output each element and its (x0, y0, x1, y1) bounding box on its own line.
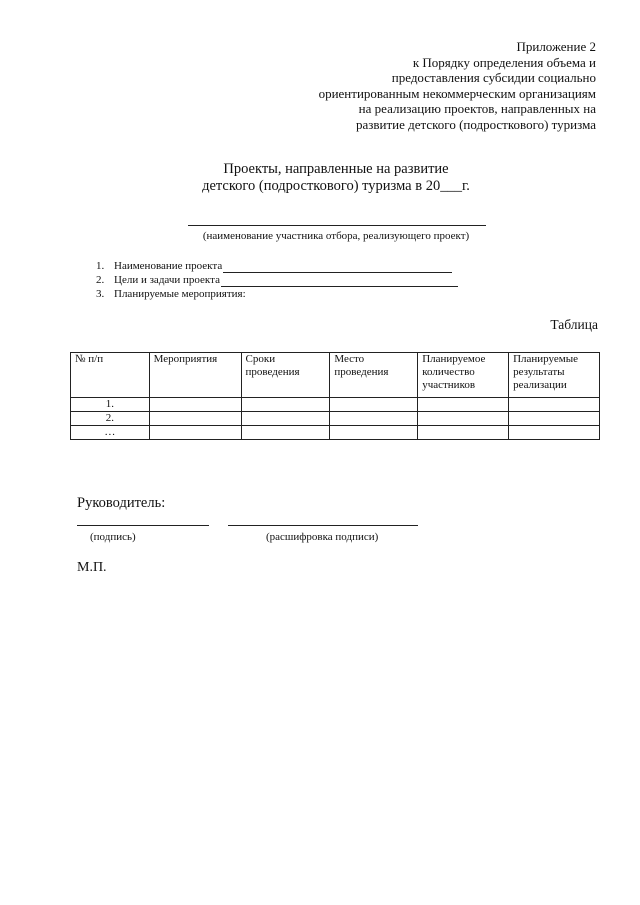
org-name-blank-line (188, 212, 486, 226)
table-header-row (71, 353, 600, 398)
table-cell (418, 398, 509, 412)
signature-blank-line (77, 515, 209, 526)
table-cell (241, 412, 330, 426)
title-line-2: детского (подросткового) туризма в 20___г. (202, 178, 470, 194)
document-title (0, 161, 640, 195)
title-line-1: Проекты, направленные на развитие (223, 161, 449, 177)
head-label: Руководитель: (77, 495, 166, 511)
list-item-number: 2. (96, 274, 105, 286)
list-item-label: Цели и задачи проекта (114, 274, 220, 286)
list-item (96, 287, 458, 301)
header-line: к Порядку определения объема и (412, 54, 596, 70)
table-cell (509, 426, 600, 440)
header-line: развитие детского (подросткового) туризма (356, 116, 596, 132)
project-name-blank-line (223, 262, 452, 273)
table-cell (509, 398, 600, 412)
column-header: Мероприятия (149, 353, 241, 398)
list-item-number: 3. (96, 288, 105, 300)
stamp-placeholder: М.П. (77, 560, 107, 575)
table-cell (330, 398, 418, 412)
table-row (71, 412, 600, 426)
table-cell (509, 412, 600, 426)
list-item (96, 259, 458, 273)
signature-caption: (подпись) (90, 531, 136, 543)
list-item-label: Планируемые мероприятия: (114, 288, 246, 300)
header-line: ориентированным некоммерческим организациям (318, 85, 596, 101)
table-row (71, 426, 600, 440)
table-cell (149, 426, 241, 440)
table-row (71, 398, 600, 412)
header-line: предоставления субсидии социально (391, 70, 596, 86)
column-header: Планируемое количество участников (418, 353, 509, 398)
column-header: Сроки проведения (241, 353, 330, 398)
header-line: на реализацию проектов, направленных на (358, 101, 596, 117)
column-header: № п/п (71, 353, 150, 398)
table-cell (418, 426, 509, 440)
org-name-caption: (наименование участника отбора, реализующего проект) (202, 230, 470, 242)
list-item-number: 1. (96, 260, 105, 272)
row-number-cell: … (71, 426, 150, 440)
table-cell (241, 398, 330, 412)
header-line: Приложение 2 (516, 39, 596, 54)
column-header: Место проведения (330, 353, 418, 398)
table-cell (330, 426, 418, 440)
project-info-list (96, 259, 458, 301)
table-cell (418, 412, 509, 426)
appendix-header (319, 39, 596, 133)
list-item (96, 273, 458, 287)
project-goals-blank-line (221, 276, 458, 287)
table-label: Таблица (550, 317, 598, 332)
signature-decode-blank-line (228, 515, 418, 526)
table-cell (149, 398, 241, 412)
list-item-label: Наименование проекта (114, 260, 223, 272)
events-table (70, 352, 600, 440)
table-cell (241, 426, 330, 440)
table-cell (330, 412, 418, 426)
row-number-cell: 1. (71, 398, 150, 412)
row-number-cell: 2. (71, 412, 150, 426)
signature-decode-caption: (расшифровка подписи) (266, 531, 379, 543)
table-cell (149, 412, 241, 426)
column-header: Планируемые результаты реализации (509, 353, 600, 398)
